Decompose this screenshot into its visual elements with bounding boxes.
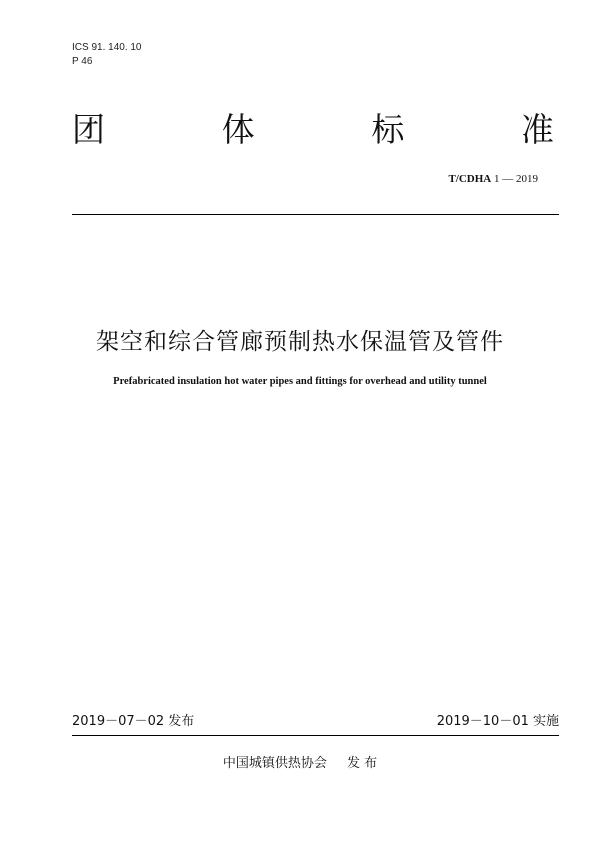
category-char-4: 准 xyxy=(520,110,554,149)
implementation-date: 2019－10－01 实施 xyxy=(436,714,559,729)
category-char-1: 团 xyxy=(72,110,105,149)
classification-codes xyxy=(72,41,142,69)
bottom-divider xyxy=(72,735,559,736)
standard-number xyxy=(448,172,538,186)
category-char-3: 标 xyxy=(371,110,405,149)
ccs-code: P 46 xyxy=(72,56,93,67)
publisher-action: 发 布 xyxy=(346,756,378,771)
issue-date: 2019－07－02 发布 xyxy=(72,714,195,729)
standard-code-prefix: T/CDHA xyxy=(448,173,492,185)
category-char-2: 体 xyxy=(221,110,255,149)
top-divider xyxy=(72,214,559,215)
chinese-title: 架空和综合管廊预制热水保温管及管件 xyxy=(96,329,504,355)
ics-code: ICS 91. 140. 10 xyxy=(72,42,142,53)
document-category-title xyxy=(72,108,554,152)
english-title: Prefabricated insulation hot water pipes and fittings for overhead and utility tunnel xyxy=(113,376,487,387)
standard-code-number: 1 — 2019 xyxy=(494,173,538,185)
publisher-name: 中国城镇供热协会 xyxy=(222,756,327,771)
publisher-line xyxy=(0,755,600,773)
